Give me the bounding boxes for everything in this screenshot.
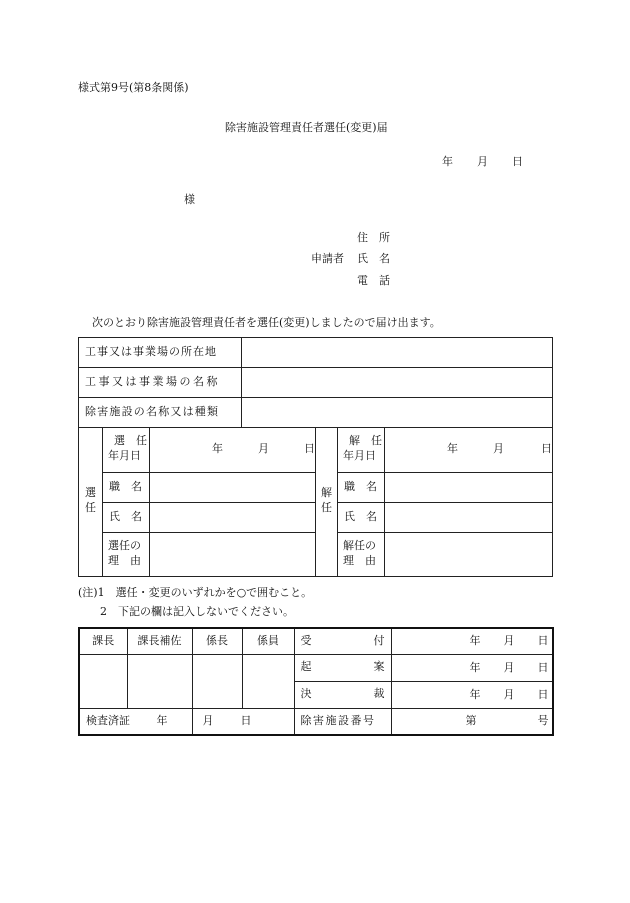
dismiss-name-label: 氏 名 — [338, 502, 385, 532]
note-2: 2 下記の欄は記入しないでください。 — [100, 605, 294, 618]
facility-type-field[interactable] — [242, 398, 553, 428]
header-staff: 係員 — [242, 628, 294, 654]
dismiss-date-year: 年 — [447, 442, 458, 456]
header-deputy-chief: 課長補佐 — [127, 628, 192, 654]
table-row — [79, 708, 553, 735]
step-draft-label: 起 案 — [294, 654, 391, 681]
appoint-date-year: 年 — [212, 442, 223, 456]
appoint-side-label — [79, 427, 103, 576]
appointment-table — [78, 427, 553, 577]
step-receipt-label: 受 付 — [294, 628, 391, 654]
site-info-table — [78, 337, 553, 428]
intro-text: 次のとおり除害施設管理責任者を選任(変更)しましたので届け出ます。 — [92, 316, 441, 329]
office-use-table — [78, 627, 554, 736]
dismiss-date-label: 解 任 年月日 — [338, 427, 385, 472]
table-row — [79, 398, 553, 428]
appoint-date-day: 日 — [304, 442, 315, 456]
dismiss-date-month: 月 — [493, 442, 504, 456]
appoint-date-field[interactable] — [150, 427, 316, 472]
form-title: 除害施設管理責任者選任(変更)届 — [225, 121, 388, 134]
date-year: 年 — [442, 155, 453, 168]
dismiss-date-day: 日 — [541, 442, 552, 456]
appoint-position-label: 職 名 — [103, 472, 150, 502]
inspection-cert-date[interactable]: 年 月 日 — [192, 708, 294, 735]
appoint-date-month: 月 — [258, 442, 269, 456]
addressee-suffix: 様 — [184, 193, 195, 206]
appoint-position-field[interactable] — [150, 472, 316, 502]
facility-type-label: 除害施設の名称又は種類 — [79, 398, 242, 428]
site-location-field[interactable] — [242, 338, 553, 368]
appoint-side-top: 選 — [85, 486, 96, 500]
appoint-name-label: 氏 名 — [103, 502, 150, 532]
appoint-reason-label: 選任の 理 由 — [103, 532, 150, 576]
appoint-reason-field[interactable] — [150, 532, 316, 576]
dismiss-side-top: 解 — [321, 486, 332, 500]
dismiss-side-bottom: 任 — [321, 501, 332, 515]
stamp-section-chief[interactable] — [79, 654, 127, 708]
site-name-label: 工事又は事業場の名称 — [79, 368, 242, 398]
inspection-cert-label: 検査済証 — [79, 708, 192, 735]
form-number: 様式第9号(第8条関係) — [78, 81, 189, 94]
applicant-address-label: 住 所 — [357, 231, 390, 244]
table-row — [79, 338, 553, 368]
dismiss-date-field[interactable] — [385, 427, 553, 472]
table-row — [79, 654, 553, 681]
stamp-staff[interactable] — [242, 654, 294, 708]
appoint-name-field[interactable] — [150, 502, 316, 532]
applicant-phone-label: 電 話 — [357, 274, 390, 287]
facility-number-prefix: 第 — [465, 714, 477, 728]
header-subsection-chief: 係長 — [192, 628, 242, 654]
site-name-field[interactable] — [242, 368, 553, 398]
step-receipt-date[interactable]: 年 月 日 — [391, 628, 553, 654]
date-month: 月 — [477, 155, 488, 168]
dismiss-position-label: 職 名 — [338, 472, 385, 502]
step-approval-label: 決 裁 — [294, 681, 391, 708]
facility-number-suffix: 号 — [537, 714, 549, 728]
table-row — [79, 628, 553, 654]
facility-number-label: 除害施設番号 — [294, 708, 391, 735]
dismiss-position-field[interactable] — [385, 472, 553, 502]
facility-number-field[interactable] — [391, 708, 553, 735]
applicant-role-label: 申請者 — [311, 252, 344, 265]
appoint-date-label: 選 任 年月日 — [103, 427, 150, 472]
header-section-chief: 課長 — [79, 628, 127, 654]
appoint-side-bottom: 任 — [85, 501, 96, 515]
date-day: 日 — [512, 155, 523, 168]
dismiss-name-field[interactable] — [385, 502, 553, 532]
dismiss-side-label — [316, 427, 338, 576]
dismiss-reason-label: 解任の 理 由 — [338, 532, 385, 576]
step-draft-date[interactable]: 年 月 日 — [391, 654, 553, 681]
note-1: (注)1 選任・変更のいずれかを○で囲むこと。 — [78, 586, 313, 599]
applicant-name-label: 氏 名 — [357, 252, 390, 265]
table-row — [79, 368, 553, 398]
stamp-subsection-chief[interactable] — [192, 654, 242, 708]
site-location-label: 工事又は事業場の所在地 — [79, 338, 242, 368]
table-row — [79, 427, 553, 472]
stamp-deputy-chief[interactable] — [127, 654, 192, 708]
dismiss-reason-field[interactable] — [385, 532, 553, 576]
step-approval-date[interactable]: 年 月 日 — [391, 681, 553, 708]
